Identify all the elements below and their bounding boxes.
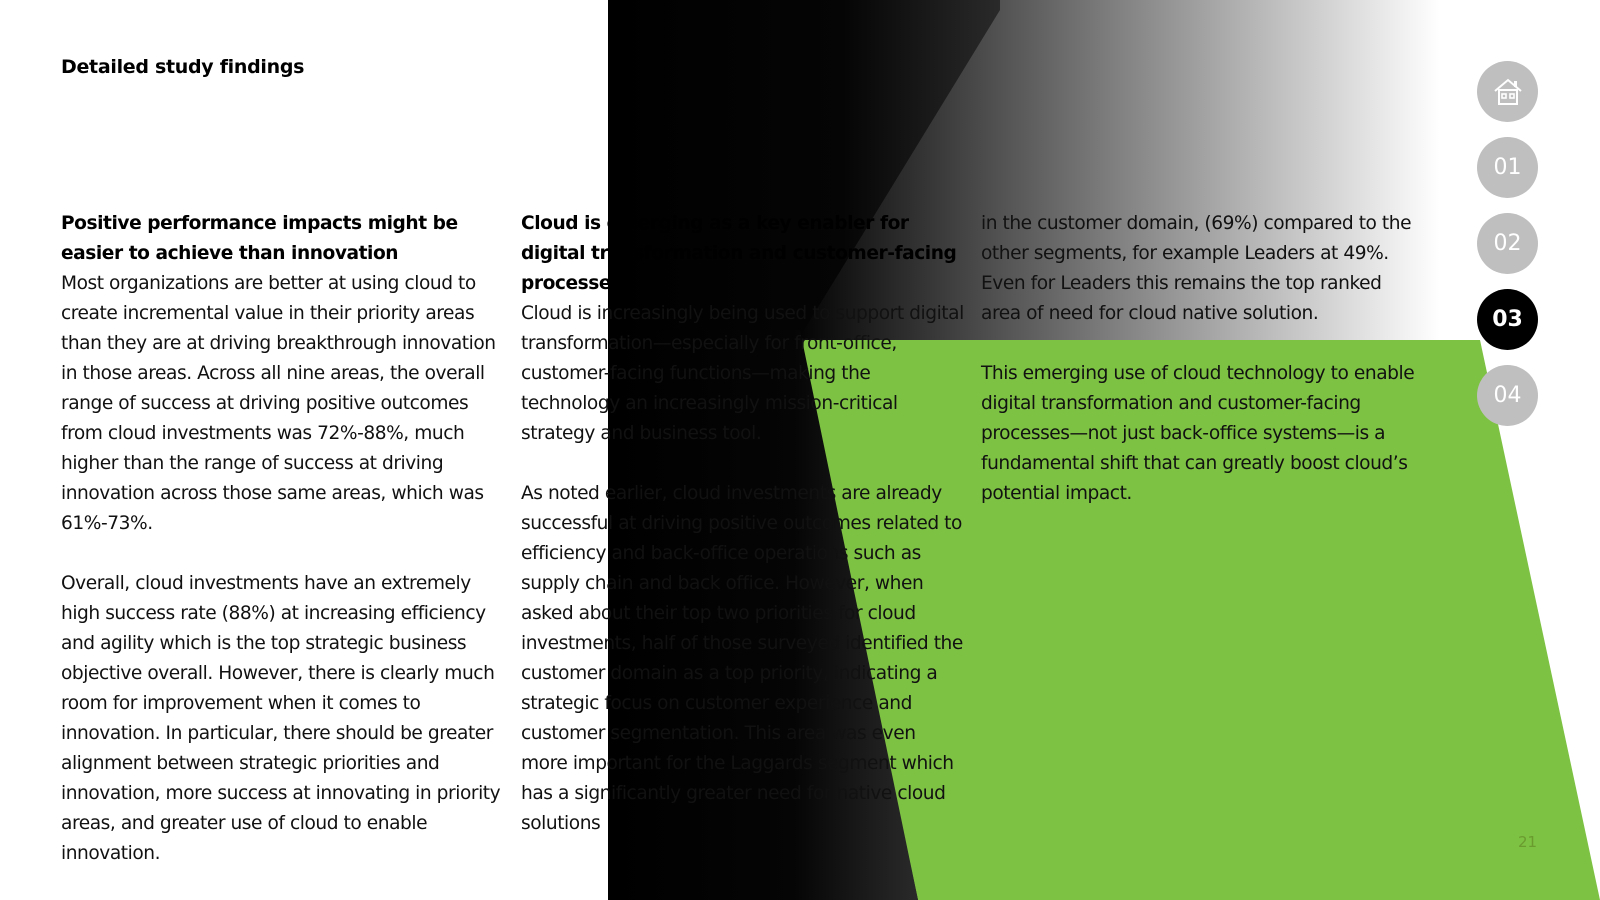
nav-section-04[interactable]: 04 — [1477, 365, 1538, 426]
column-1-body-1: Most organizations are better at using cloud to create incremental value in their priority areas than they are at driving breakthrough innovation in those areas. Across all nine areas, the overall range of success at driving positive outcomes from cloud investments was 72%-88%, much higher than the range of success at driving innovation across those same areas, which was 61%-73%. — [61, 273, 496, 534]
column-1-paragraph-2: Overall, cloud investments have an extremely high success rate (88%) at increasing efficiency and agility which is the top strategic business objective overall. However, there is clearly much room for improvement when it comes to innovation. In particular, there should be greater alignment between strategic priorities and innovation, more success at innovating in priority areas, and greater use of cloud to enable innovation. — [61, 573, 501, 864]
column-3 — [981, 209, 1421, 539]
column-3-paragraph-2: This emerging use of cloud technology to enable digital transformation and customer-facing processes—not just back-office systems—is a fundamental shift that can greatly boost cloud’s potential impact. — [981, 363, 1415, 504]
nav-section-02[interactable]: 02 — [1477, 213, 1538, 274]
column-2-paragraph-1 — [521, 209, 966, 449]
page-number: 21 — [1518, 833, 1538, 851]
column-2-body-1: Cloud is increasingly being used to support digital transformation—especially for front-office, customer-facing functions—making the technology an increasingly mission-critical strategy and business tool. — [521, 303, 964, 444]
home-icon — [1491, 75, 1525, 109]
column-1 — [61, 209, 501, 899]
column-2 — [521, 209, 966, 869]
nav-home-button[interactable] — [1477, 61, 1538, 122]
column-2-paragraph-2: As noted earlier, cloud investments are already successful at driving positive outcomes related to efficiency and back-office operations such as supply chain and back office. However, when asked about their top two priorities for cloud investments, half of those surveyed identified the customer domain as a top priority, indicating a strategic focus on customer experience and customer segmentation. This area was even more important for the Laggards segment which has a significantly greater need for native cloud solutions — [521, 483, 963, 834]
section-nav — [1477, 61, 1539, 441]
nav-section-01[interactable]: 01 — [1477, 137, 1538, 198]
column-1-heading: Positive performance impacts might be easier to achieve than innovation — [61, 213, 458, 264]
column-1-paragraph-1 — [61, 209, 501, 539]
column-2-heading: Cloud is emerging as a key enabler for digital transformation and customer-facing processes — [521, 213, 957, 294]
page-title: Detailed study findings — [61, 56, 305, 78]
column-3-paragraph-1: in the customer domain, (69%) compared to the other segments, for example Leaders at 49%. Even for Leaders this remains the top ranked area of need for cloud native solution. — [981, 213, 1412, 324]
nav-section-03[interactable]: 03 — [1477, 289, 1538, 350]
